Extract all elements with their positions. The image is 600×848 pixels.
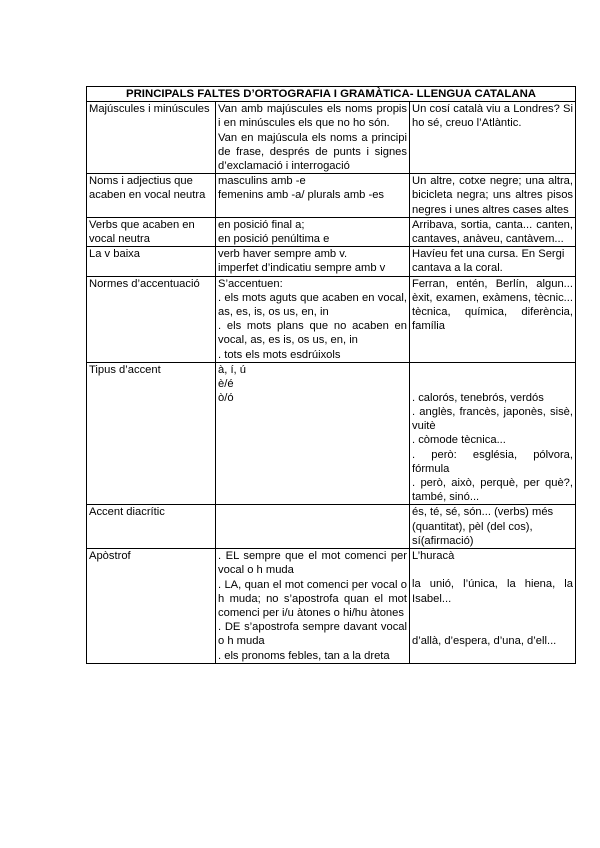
rule-text: femenins amb -a/ plurals amb -es <box>218 189 385 202</box>
rule-text: . tots els mots esdrúixols <box>218 348 341 361</box>
rule-cell <box>216 549 410 664</box>
example-text: . anglès, francès, japonès, sisè, vuitè <box>412 406 574 433</box>
rule-text: verb haver sempre amb v. <box>218 248 348 261</box>
example-cell: Arribava, sortia, canta... canten, cantaves, anàveu, cantàvem... <box>410 217 576 246</box>
rule-text: . EL sempre que el mot comenci per vocal o h muda <box>218 550 407 577</box>
example-cell: Ferran, entén, Berlín, algun... èxit, examen, exàmens, tècnic... tècnica, química, diferència, família <box>410 276 576 362</box>
rule-text: è/é <box>218 378 234 391</box>
topic-cell: Tipus d’accent <box>87 362 216 505</box>
rule-cell <box>216 362 410 505</box>
rule-text: ò/ó <box>218 392 234 405</box>
rule-text: en posició penúltima e <box>218 233 330 246</box>
example-cell: Un altre, cotxe negre; una altra, bicicleta negra; uns altres pisos negres i unes altres cases altes <box>410 174 576 218</box>
example-text: L’huracà <box>412 550 455 563</box>
rule-cell <box>216 505 410 549</box>
topic-cell: Normes d’accentuació <box>87 276 216 362</box>
example-cell: Havíeu fet una cursa. En Sergi cantava a la coral. <box>410 247 576 276</box>
example-text: la unió, l’única, la hiena, la Isabel... <box>412 578 574 605</box>
table-row <box>87 505 576 549</box>
topic-cell: Noms i adjectius que acaben en vocal neutra <box>87 174 216 218</box>
rule-cell <box>216 217 410 246</box>
rule-cell <box>216 247 410 276</box>
rule-cell <box>216 102 410 174</box>
table-row <box>87 247 576 276</box>
topic-cell: Verbs que acaben en vocal neutra <box>87 217 216 246</box>
table-title: PRINCIPALS FALTES D’ORTOGRAFIA I GRAMÀTICA- LLENGUA CATALANA <box>87 87 576 102</box>
rule-text: . LA, quan el mot comenci per vocal o h muda; no s’apostrofa quan el mot comenci per i/u àtones o hi/hu àtones <box>218 578 407 619</box>
table-row <box>87 549 576 664</box>
topic-cell: Majúscules i minúscules <box>87 102 216 174</box>
table-row <box>87 276 576 362</box>
rule-text: S’accentuen: <box>218 277 283 290</box>
table-row <box>87 102 576 174</box>
example-cell <box>410 549 576 664</box>
rule-text: . els mots aguts que acaben en vocal, as, es, is, os us, en, in <box>218 291 407 319</box>
title-row <box>87 87 576 102</box>
example-cell: és, té, sé, són... (verbs) més (quantitat), pèl (del cos), sí(afirmació) <box>410 505 576 549</box>
table-row <box>87 362 576 505</box>
topic-cell: Accent diacrític <box>87 505 216 549</box>
example-text: . calorós, tenebrós, verdós <box>412 391 544 404</box>
example-text: . però, això, perquè, per què?, també, sinó... <box>412 477 574 504</box>
example-text: d’allà, d’espera, d’una, d’ell... <box>412 634 557 647</box>
rule-text: à, í, ú <box>218 363 246 376</box>
example-text: . còmode tècnica... <box>412 434 506 447</box>
topic-cell: Apòstrof <box>87 549 216 664</box>
rule-text: Van amb majúscules els noms propis i en minúscules els que no ho són. <box>218 103 407 130</box>
table-row <box>87 217 576 246</box>
rule-text: masculins amb -e <box>218 175 306 188</box>
example-cell <box>410 362 576 505</box>
rule-cell <box>216 174 410 218</box>
topic-cell: La v baixa <box>87 247 216 276</box>
rule-text: . els mots plans que no acaben en vocal, as, es is, os us, en, in <box>218 320 407 347</box>
example-cell: Un cosí català viu a Londres? Si ho sé, creuo l’Atlàntic. <box>410 102 576 174</box>
rule-text: Van en majúscula els noms a principi de frase, després de punts i signes d’exclamació i interrogació <box>218 131 407 173</box>
grammar-table <box>86 86 576 664</box>
example-text: . però: església, pólvora, fórmula <box>412 448 574 475</box>
rule-cell <box>216 276 410 362</box>
table-row <box>87 174 576 218</box>
rule-text: en posició final a; <box>218 218 305 231</box>
rule-text: . DE s’apostrofa sempre davant vocal o h muda <box>218 621 407 648</box>
rule-text: imperfet d’indicatiu sempre amb v <box>218 262 386 275</box>
rule-text: . els pronoms febles, tan a la dreta <box>218 649 390 662</box>
